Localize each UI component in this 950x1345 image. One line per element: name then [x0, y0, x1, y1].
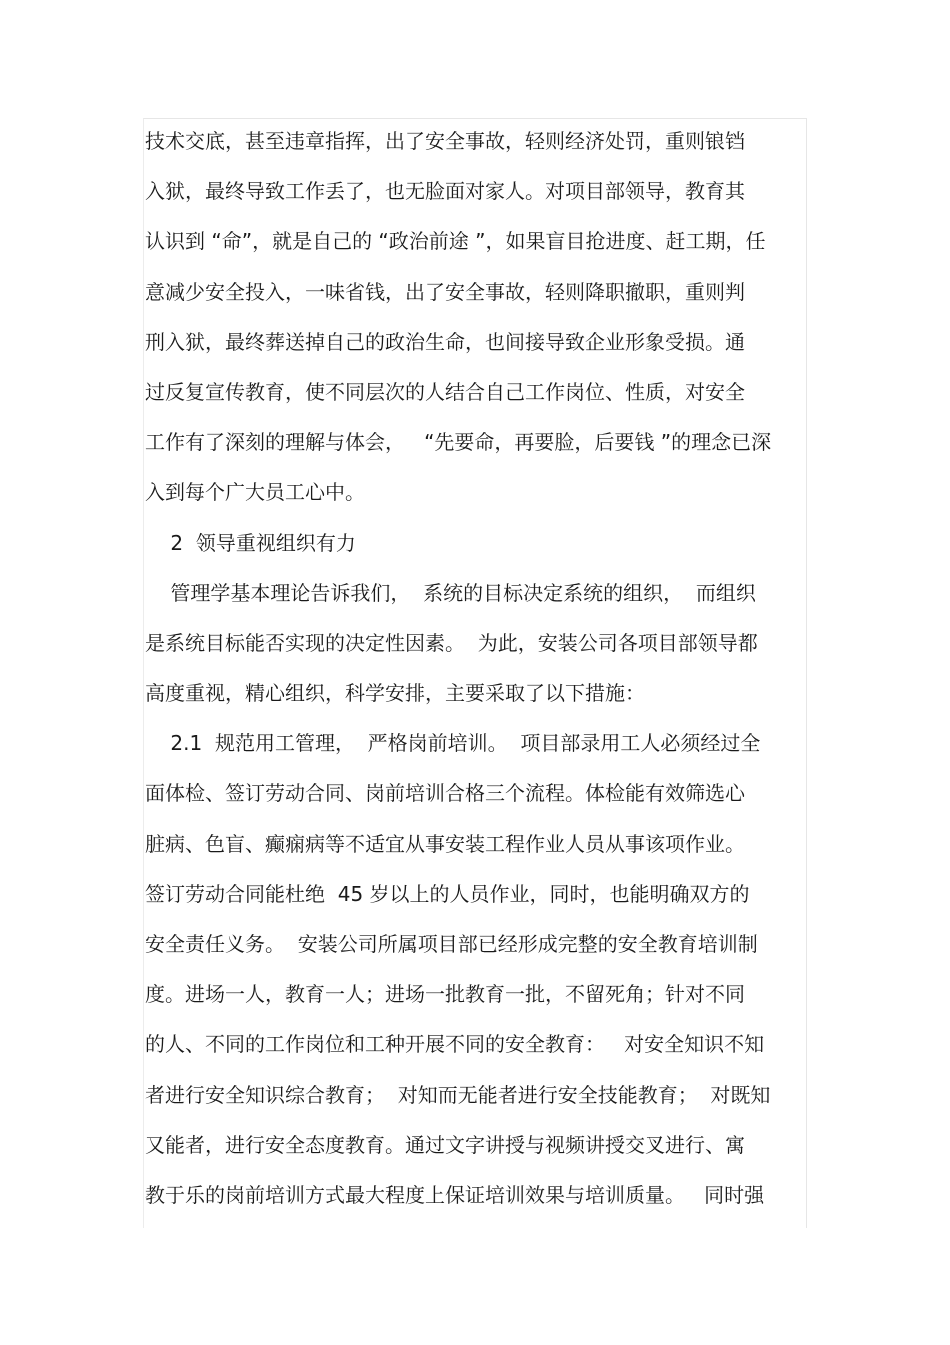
text-line: 入狱，最终导致工作丢了，也无脸面对家人。对项目部领导，教育其	[145, 179, 745, 204]
text-line: 脏病、色盲、癫痫病等不适宜从事安装工程作业人员从事该项作业。	[145, 831, 745, 856]
text-line: 入到每个广大员工心中。	[145, 480, 365, 505]
document-body	[145, 121, 807, 1225]
text-line: 是系统目标能否实现的决定性因素。 为此，安装公司各项目部领导都	[145, 630, 758, 655]
text-line: 高度重视，精心组织，科学安排，主要采取了以下措施：	[145, 681, 645, 706]
text-line: 管理学基本理论告诉我们， 系统的目标决定系统的组织， 而组织	[145, 580, 756, 605]
text-line: 安全责任义务。 安装公司所属项目部已经形成完整的安全教育培训制	[145, 932, 758, 956]
subsection-line: 2.1 规范用工管理， 严格岗前培训。 项目部录用工人必须经过全	[145, 731, 761, 756]
text-line: 意减少安全投入，一味省钱，出了安全事故，轻则降职撤职，重则判	[145, 279, 745, 304]
text-line: 度。进场一人，教育一人；进场一批教育一批，不留死角；针对不同	[145, 982, 745, 1007]
text-line: 工作有了深刻的理解与体会， “先要命，再要脸，后要钱 ”的理念已深	[145, 430, 772, 455]
text-line: 教于乐的岗前培训方式最大程度上保证培训效果与培训质量。 同时强	[145, 1182, 765, 1207]
text-line: 的人、不同的工作岗位和工种开展不同的安全教育： 对安全知识不知	[145, 1032, 765, 1057]
text-line: 技术交底，甚至违章指挥，出了安全事故，轻则经济处罚，重则锒铛	[145, 129, 745, 153]
text-line: 面体检、签订劳动合同、岗前培训合格三个流程。体检能有效筛选心	[145, 781, 745, 806]
text-line: 认识到 “命”，就是自己的 “政治前途 ”，如果盲目抢进度、赶工期，任	[145, 229, 766, 254]
text-line: 刑入狱，最终葬送掉自己的政治生命，也间接导致企业形象受损。通	[145, 329, 745, 354]
text-line: 签订劳动合同能杜绝 45 岁以上的人员作业，同时，也能明确双方的	[145, 881, 750, 906]
text-line: 过反复宣传教育，使不同层次的人结合自己工作岗位、性质，对安全	[145, 379, 745, 404]
text-line: 者进行安全知识综合教育； 对知而无能者进行安全技能教育； 对既知	[145, 1082, 771, 1107]
section-heading: 2 领导重视组织有力	[145, 530, 356, 555]
text-line: 又能者，进行安全态度教育。通过文字讲授与视频讲授交叉进行、寓	[145, 1132, 745, 1157]
